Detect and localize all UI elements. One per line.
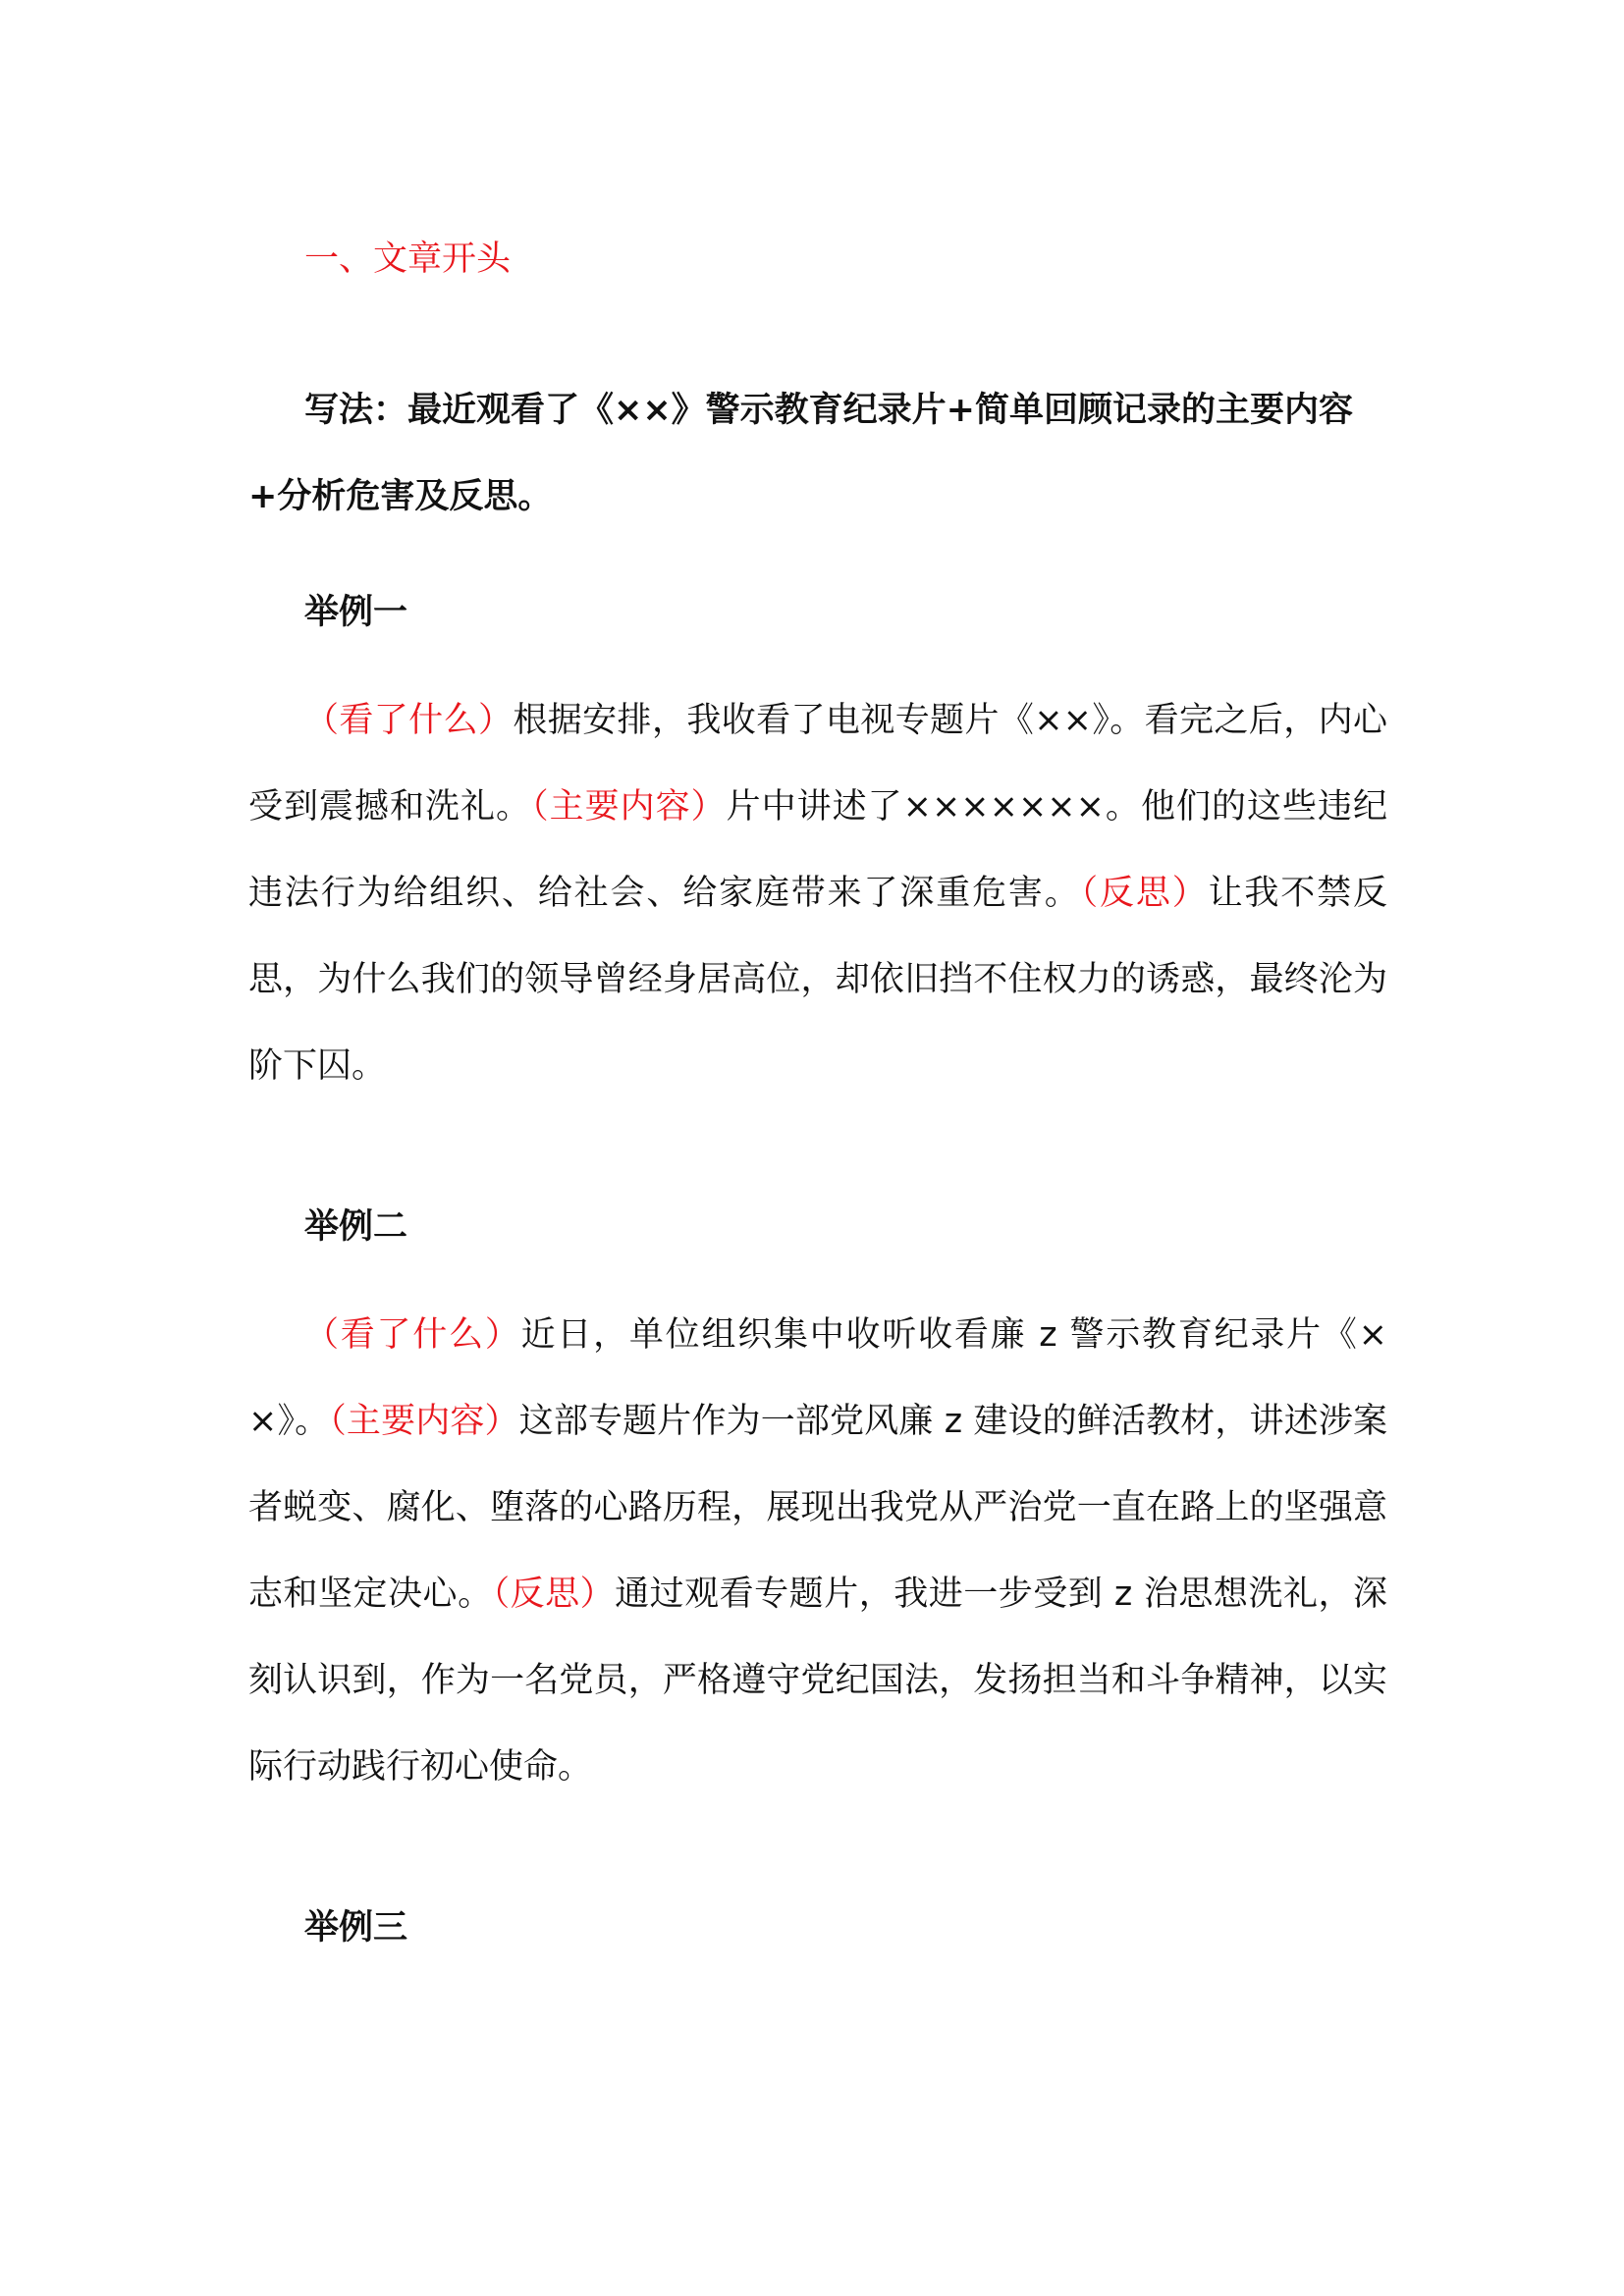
example-2-paragraph [248, 1292, 1387, 1810]
tag-reflection: （反思） [492, 1575, 616, 1614]
segment-text: 根据安排，我收看了电视专题片《××》。看完之后，内心受到震撼和洗礼。 [248, 701, 1387, 827]
segment-text: 近日，单位组织集中收听收看廉 z 警示教育纪录片《××》。 [248, 1315, 1387, 1441]
section-heading: 一、文章开头 [304, 240, 512, 279]
example-2-title: 举例二 [304, 1207, 408, 1247]
example-1-paragraph [248, 677, 1387, 1109]
example-3-title: 举例三 [304, 1908, 408, 1948]
segment-text: 让我不禁反思，为什么我们的领导曾经身居高位，却依旧挡不住权力的诱惑，最终沦为阶下囚。 [248, 874, 1387, 1086]
writing-method: 写法：最近观看了《××》警示教育纪录片+简单回顾记录的主要内容+分析危害及反思。 [248, 391, 1353, 516]
tag-main-content: （主要内容） [329, 1402, 519, 1441]
tag-what-watched: （看了什么） [304, 1315, 521, 1355]
example-1-title: 举例一 [304, 593, 408, 632]
segment-text: 通过观看专题片，我进一步受到 z 治思想洗礼，深刻认识到，作为一名党员，严格遵守党纪国法，发扬担当和斗争精神，以实际行动践行初心使命。 [248, 1575, 1387, 1787]
segment-text: 片中讲述了×××××××。他们的这些违纪违法行为给组织、给社会、给家庭带来了深重危害。 [248, 787, 1387, 913]
segment-text: 这部专题片作为一部党风廉 z 建设的鲜活教材，讲述涉案者蜕变、腐化、堕落的心路历程，展现出我党从严治党一直在路上的坚强意志和坚定决心。 [248, 1402, 1387, 1614]
tag-what-watched: （看了什么） [304, 701, 514, 740]
tag-reflection: （反思） [1080, 874, 1209, 913]
tag-main-content: （主要内容） [531, 787, 727, 827]
